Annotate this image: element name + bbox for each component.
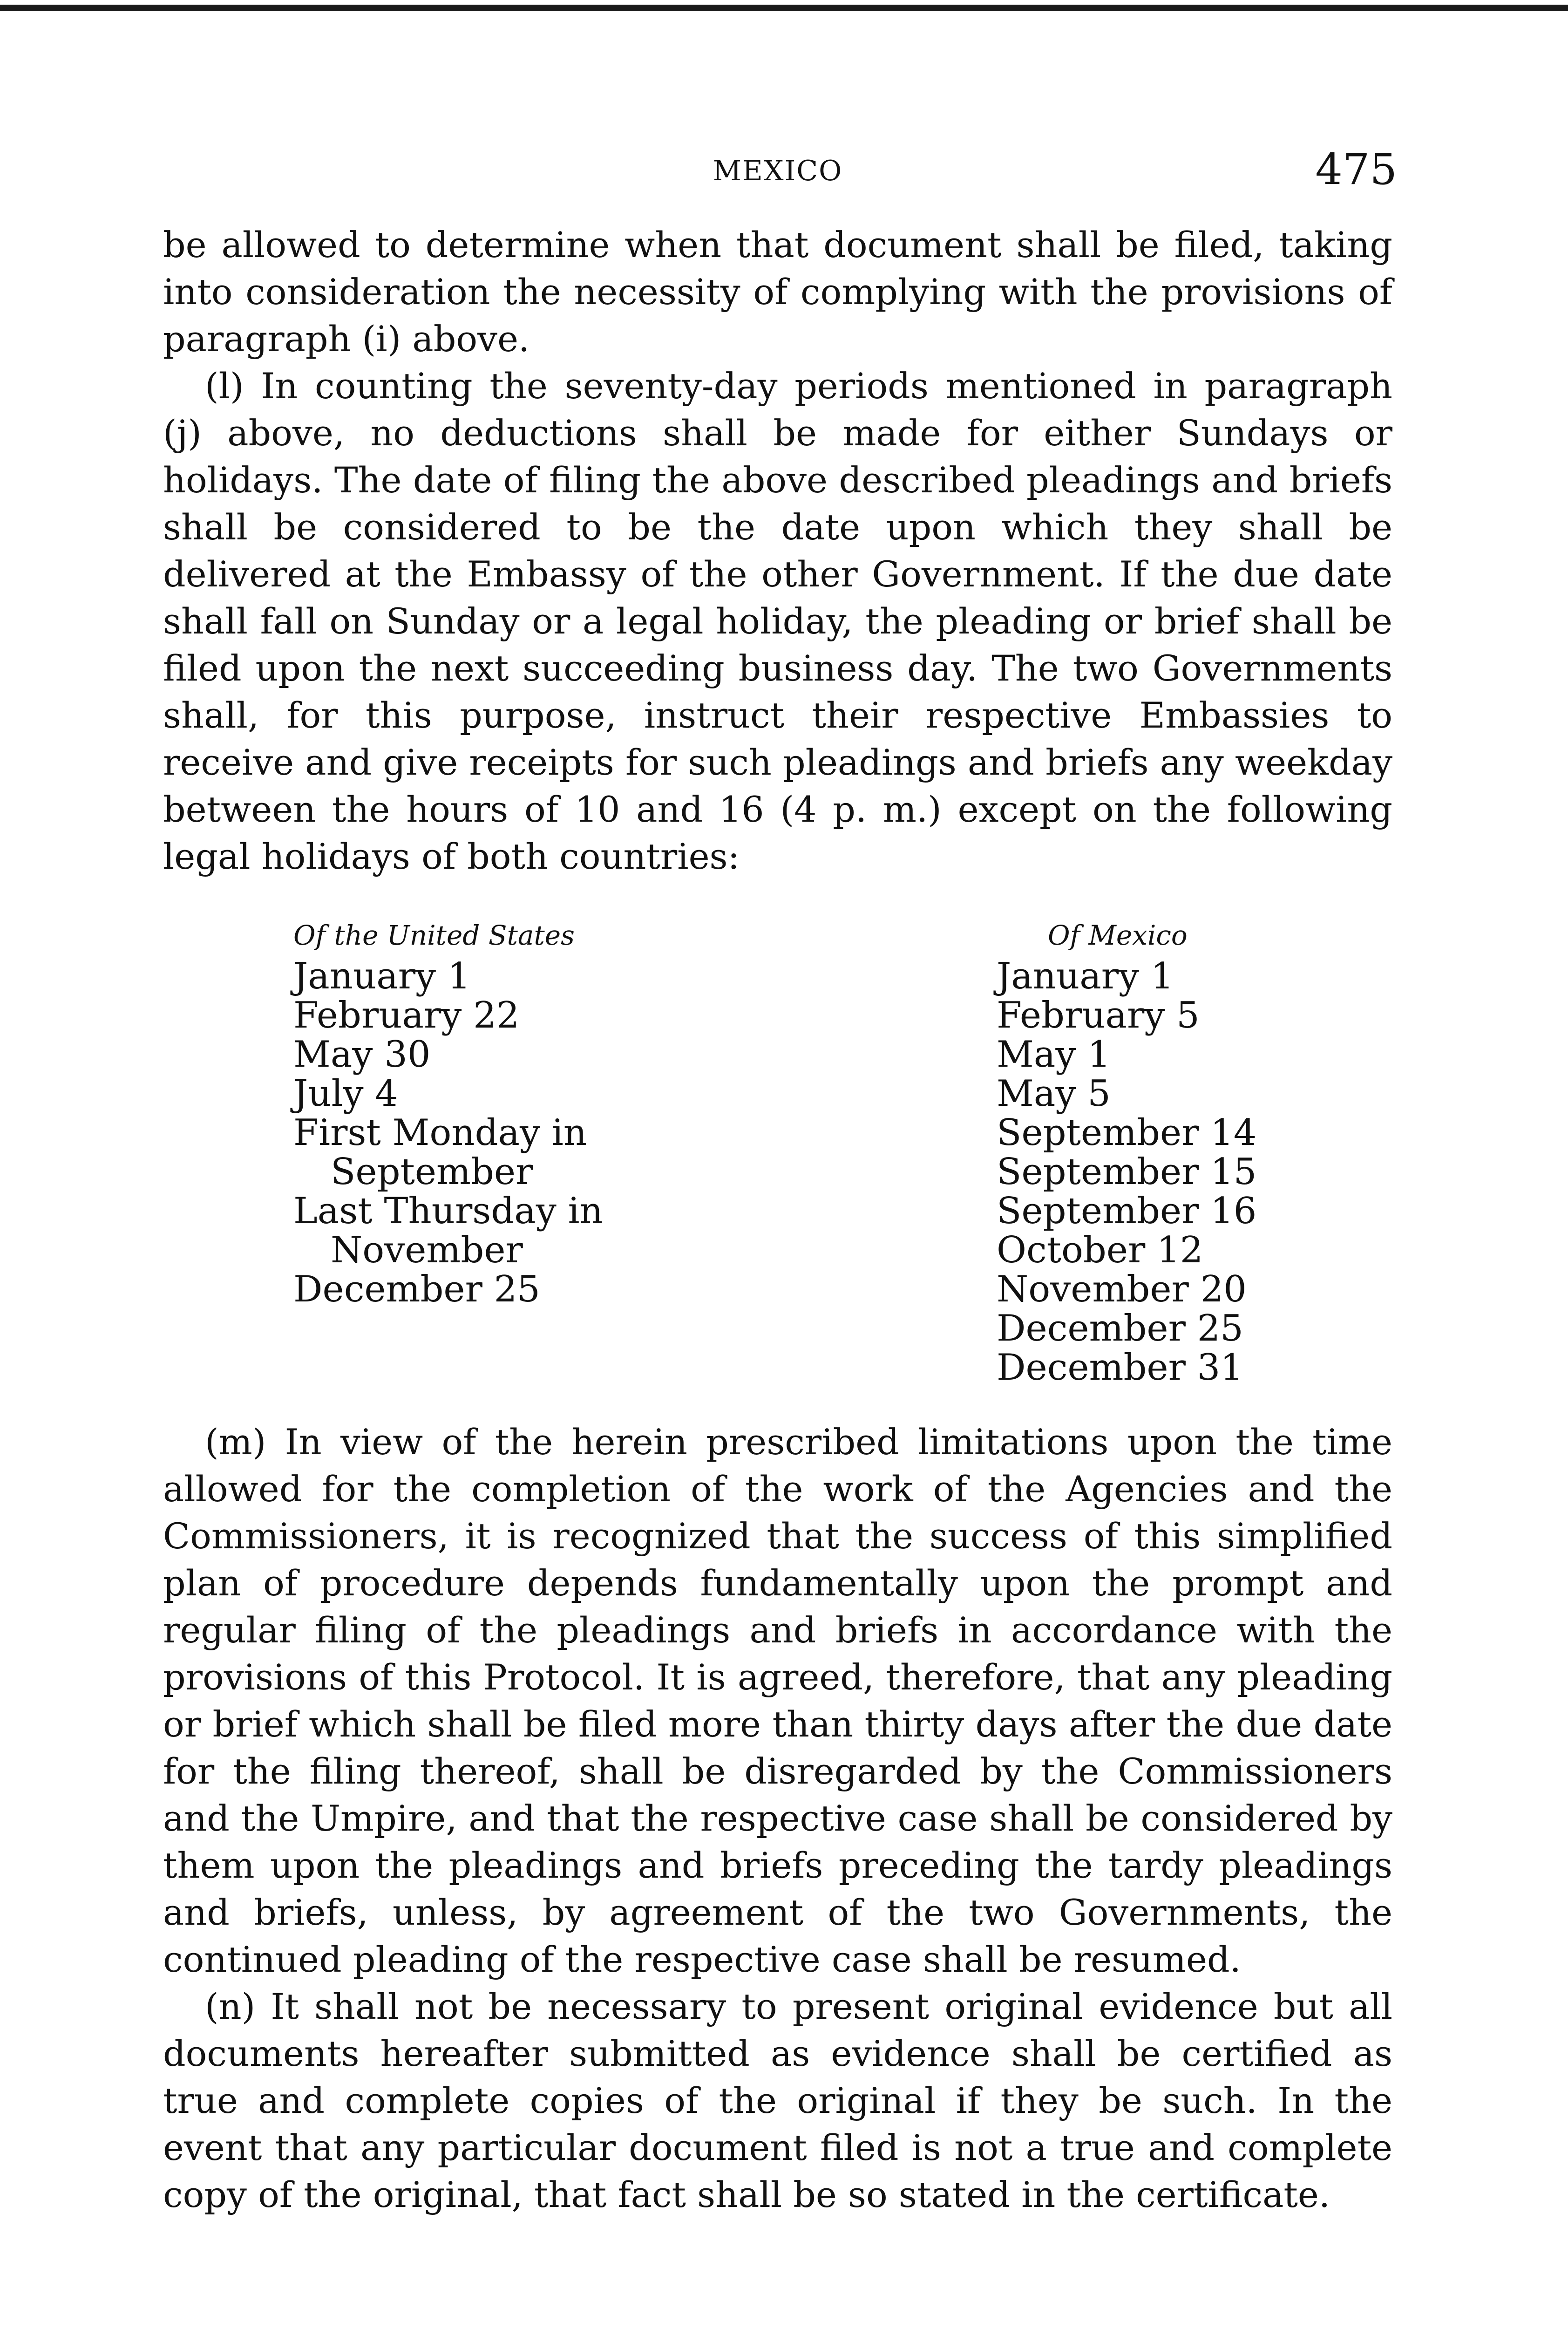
mx-holiday-item: October 12	[997, 1229, 1203, 1271]
paragraph-l: (l) In counting the seventy-day periods mentioned in paragraph (j) above, no deductions shall be made for either Sundays or holidays. The date of filing the above described pleadings and briefs shall be considered to be the date upon which they shall be delivered at the Embassy of the other Government. If the due date shall fall on Sunday or a legal holiday, the pleading or brief shall be filed upon the next succeeding business day. The two Governments shall, for this purpose, instruct their respective Embassies to receive and give receipts for such pleadings and briefs any weekday between the hours of 10 and 16 (4 p. m.) except on the following legal holidays of both countries:	[163, 365, 1392, 877]
mx-holiday-item: May 1	[997, 1034, 1111, 1076]
us-holidays-heading: Of the United States	[293, 919, 575, 951]
top-rule	[0, 5, 1568, 11]
mx-holiday-item: September 15	[997, 1151, 1257, 1193]
paragraph-continued: be allowed to determine when that document shall be filed, taking into consideration the necessity of complying with the provisions of paragraph (i) above.	[163, 224, 1392, 360]
mx-holiday-item: May 5	[997, 1073, 1111, 1115]
running-head: MEXICO	[713, 155, 843, 187]
mx-holiday-item: February 5	[997, 994, 1200, 1036]
us-holiday-item: May 30	[293, 1034, 431, 1076]
us-holidays-list	[293, 957, 713, 1309]
mx-holidays-list	[997, 957, 1323, 1387]
mx-holiday-item: December 25	[997, 1308, 1243, 1349]
us-holiday-item: July 4	[293, 1073, 398, 1115]
us-holiday-item: January 1	[293, 955, 471, 997]
mx-holiday-item: January 1	[997, 955, 1174, 997]
mx-holidays-column	[997, 918, 1323, 1387]
paragraph-m: (m) In view of the herein prescribed limitations upon the time allowed for the completion of the work of the Agencies and the Commissioners, it is recognized that the success of this simplified plan of procedure depends fundamentally upon the prompt and regular filing of the pleadings and briefs in accordance with the provisions of this Protocol. It is agreed, therefore, that any pleading or brief which shall be filed more than thirty days after the due date for the filing thereof, shall be disregarded by the Commissioners and the Umpire, and that the respective case shall be considered by them upon the pleadings and briefs preceding the tardy pleadings and briefs, unless, by agreement of the two Governments, the continued pleading of the respective case shall be resumed.	[163, 1421, 1392, 1980]
us-holiday-item: February 22	[293, 994, 520, 1036]
us-holidays-column	[293, 918, 713, 1309]
us-holiday-item: December 25	[293, 1268, 540, 1310]
mx-holidays-heading: Of Mexico	[1048, 919, 1188, 951]
us-holiday-item: First Monday in September	[293, 1112, 587, 1193]
page-number: 475	[1315, 144, 1397, 194]
text-block-bottom	[163, 1418, 1392, 2218]
holidays-table	[293, 918, 1271, 1393]
paragraph-n: (n) It shall not be necessary to present original evidence but all documents hereafter submitted as evidence shall be certified as true and complete copies of the original if they be such. In the event that any particular document filed is not a true and complete copy of the original, that fact shall be so stated in the certificate.	[163, 1986, 1392, 2215]
mx-holiday-item: November 20	[997, 1268, 1247, 1310]
mx-holiday-item: September 16	[997, 1190, 1257, 1232]
mx-holiday-item: September 14	[997, 1112, 1257, 1154]
page-header	[158, 144, 1397, 200]
mx-holiday-item: December 31	[997, 1347, 1243, 1389]
text-block-top	[163, 221, 1392, 880]
us-holiday-item: Last Thursday in November	[293, 1190, 603, 1271]
